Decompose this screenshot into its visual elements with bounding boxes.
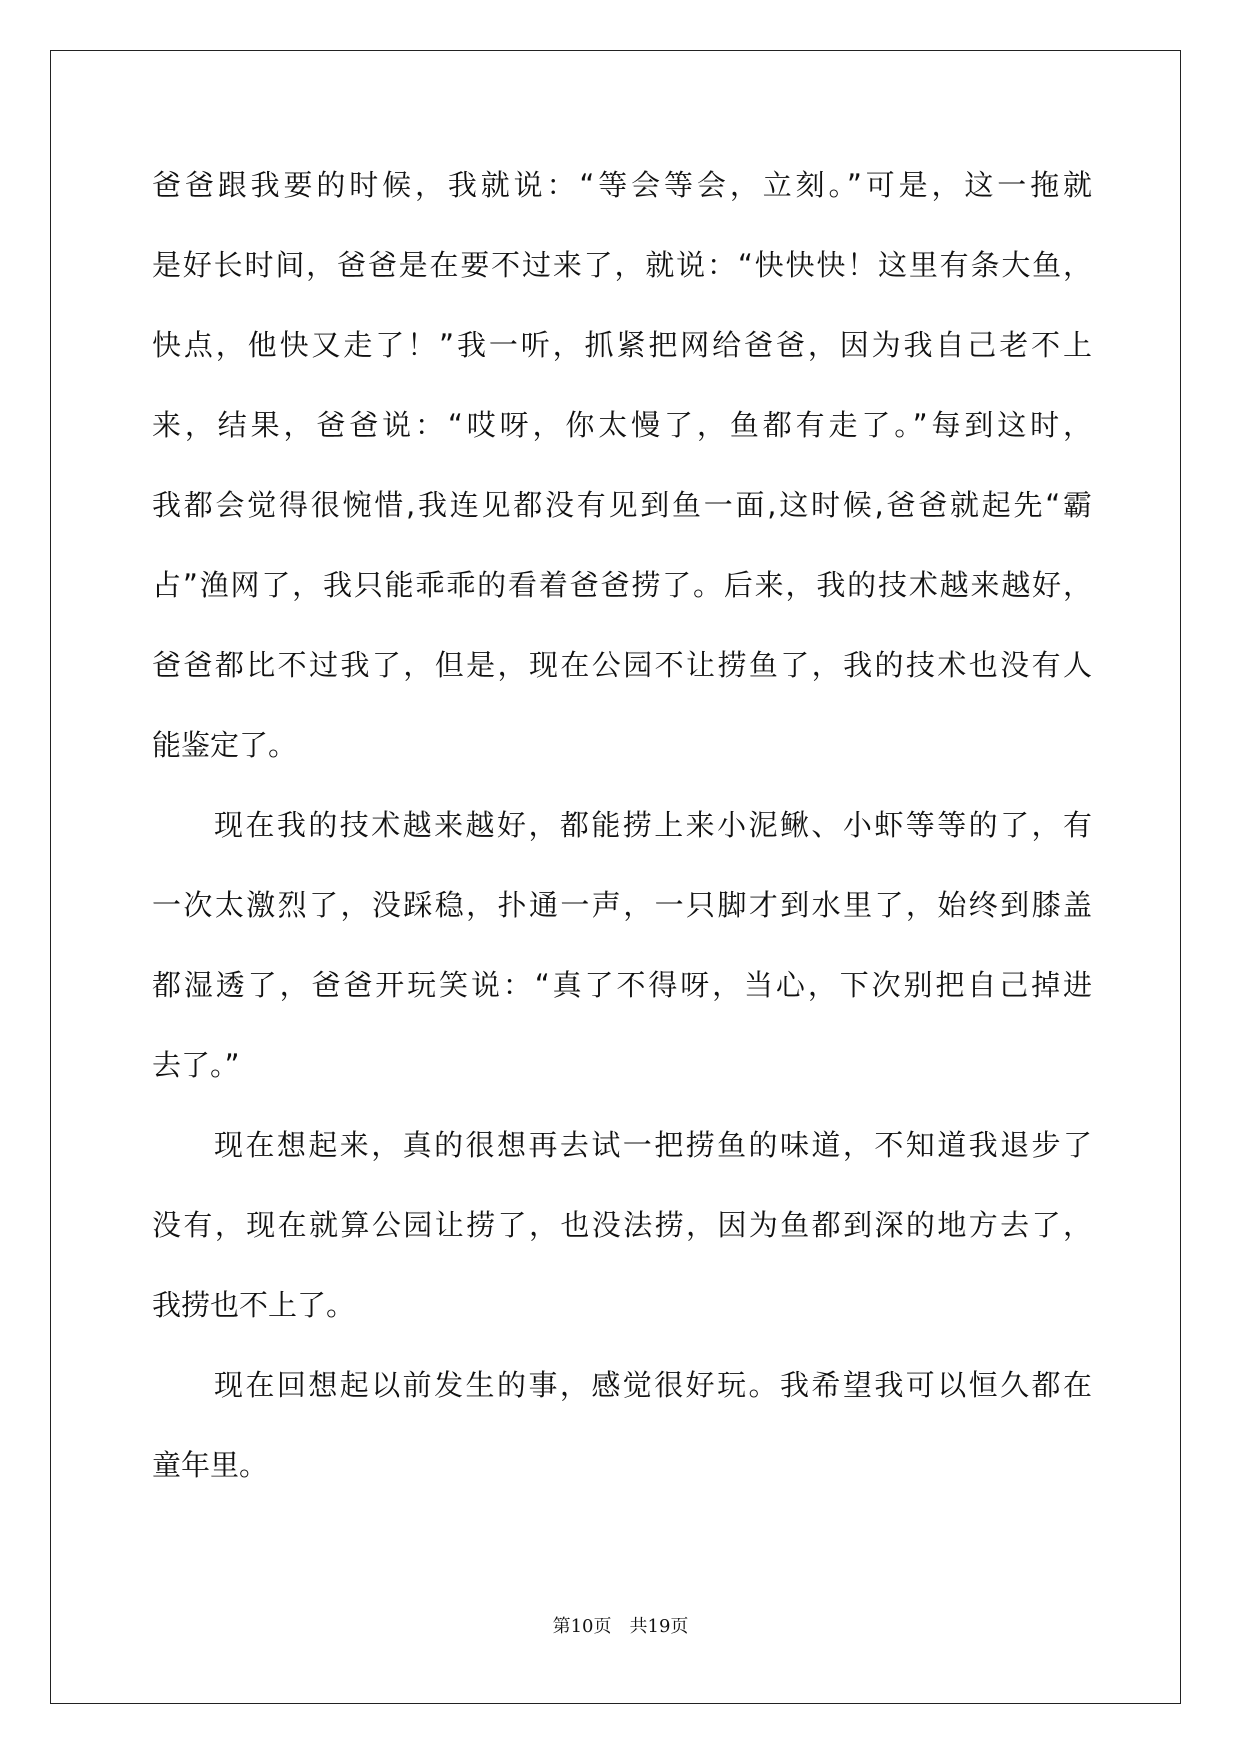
- text-line: 我都会觉得很惋惜,我连见都没有见到鱼一面,这时候,爸爸就起先“霸: [152, 488, 1092, 522]
- text-line: 一次太激烈了，没踩稳，扑通一声，一只脚才到水里了，始终到膝盖: [152, 888, 1092, 922]
- text-line: 能鉴定了。: [152, 728, 298, 762]
- text-line: 爸爸都比不过我了，但是，现在公园不让捞鱼了，我的技术也没有人: [152, 648, 1092, 682]
- page-number-footer: 第10页 共19页: [552, 1616, 689, 1637]
- text-line: 爸爸跟我要的时候，我就说：“等会等会，立刻。”可是，这一拖就: [152, 168, 1092, 202]
- text-line: 是好长时间，爸爸是在要不过来了，就说：“快快快！这里有条大鱼，: [152, 248, 1092, 282]
- text-line: 来，结果，爸爸说：“哎呀，你太慢了，鱼都有走了。”每到这时，: [152, 408, 1092, 442]
- text-line: 占”渔网了，我只能乖乖的看着爸爸捞了。后来，我的技术越来越好，: [152, 568, 1092, 602]
- paragraph-start-line: 现在回想起以前发生的事，感觉很好玩。我希望我可以恒久都在: [214, 1368, 1092, 1402]
- text-line: 我捞也不上了。: [152, 1288, 356, 1322]
- paragraph-start-line: 现在我的技术越来越好，都能捞上来小泥鳅、小虾等等的了，有: [214, 808, 1092, 842]
- paragraph-start-line: 现在想起来，真的很想再去试一把捞鱼的味道，不知道我退步了: [214, 1128, 1092, 1162]
- text-line: 都湿透了，爸爸开玩笑说：“真了不得呀，当心，下次别把自己掉进: [152, 968, 1092, 1002]
- text-line: 童年里。: [152, 1448, 269, 1482]
- text-line: 去了。”: [152, 1048, 240, 1082]
- text-line: 快点，他快又走了！”我一听，抓紧把网给爸爸，因为我自己老不上: [152, 328, 1092, 362]
- document-body: [152, 165, 1092, 1525]
- text-line: 没有，现在就算公园让捞了，也没法捞，因为鱼都到深的地方去了，: [152, 1208, 1092, 1242]
